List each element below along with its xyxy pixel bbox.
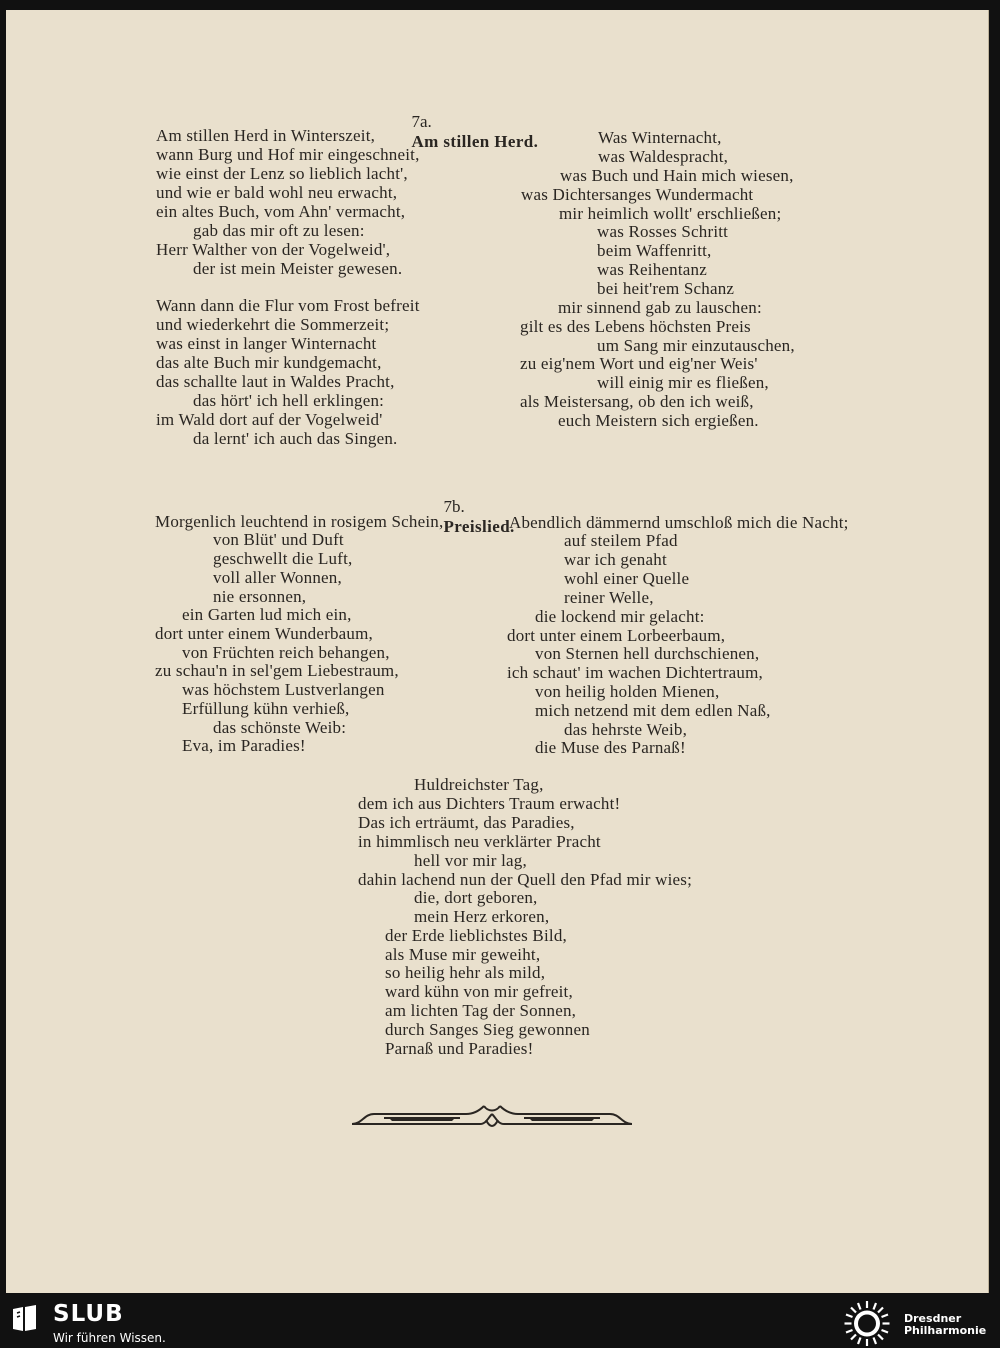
verse-line: so heilig hehr als mild, xyxy=(385,963,546,982)
verse-line: als Muse mir geweiht, xyxy=(385,945,541,964)
section-a-heading xyxy=(403,92,538,152)
verse-line: wie einst der Lenz so lieblich lacht', xyxy=(156,164,408,183)
verse-line: was einst in langer Winternacht xyxy=(156,334,377,353)
verse-line: reiner Welle, xyxy=(564,588,654,607)
verse-line: Abendlich dämmernd umschloß mich die Nacht; xyxy=(509,513,849,532)
verse-line: der Erde lieblichstes Bild, xyxy=(385,926,567,945)
verse-line: was Dichtersanges Wundermacht xyxy=(521,185,754,204)
verse-line: Huldreichster Tag, xyxy=(414,775,544,794)
verse-line: das schallte laut in Waldes Pracht, xyxy=(156,372,395,391)
verse-line: da lernt' ich auch das Singen. xyxy=(193,429,398,448)
section-a-title: Am stillen Herd. xyxy=(411,132,539,151)
verse-line: gab das mir oft zu lesen: xyxy=(193,221,365,240)
verse-line: Erfüllung kühn verhieß, xyxy=(182,699,350,718)
verse-line: Das ich erträumt, das Paradies, xyxy=(358,813,575,832)
verse-line: bei heit'rem Schanz xyxy=(597,279,735,298)
verse-line: will einig mir es fließen, xyxy=(597,373,769,392)
verse-line: Wann dann die Flur vom Frost befreit xyxy=(156,296,420,315)
partner-name-line1: Dresdner xyxy=(904,1312,962,1325)
verse-line: zu schau'n in sel'gem Liebestraum, xyxy=(155,661,399,680)
verse-line: was Buch und Hain mich wiesen, xyxy=(560,166,794,185)
section-b-number: 7b. xyxy=(443,497,465,516)
section-b-title: Preislied. xyxy=(443,517,515,536)
verse-line: in himmlisch neu verklärter Pracht xyxy=(358,832,601,851)
verse-line: ich schaut' im wachen Dichtertraum, xyxy=(507,663,763,682)
verse-line: Was Winternacht, xyxy=(598,128,722,147)
verse-line: die Muse des Parnaß! xyxy=(535,738,686,757)
verse-line: mir sinnend gab zu lauschen: xyxy=(558,298,762,317)
verse-line: das hört' ich hell erklingen: xyxy=(193,391,385,410)
verse-line: von Blüt' und Duft xyxy=(213,530,344,549)
library-tagline: Wir führen Wissen. xyxy=(53,1331,166,1345)
verse-line: Herr Walther von der Vogelweid', xyxy=(156,240,391,259)
verse-line: die, dort geboren, xyxy=(414,888,538,907)
library-name[interactable]: SLUB xyxy=(53,1301,124,1327)
verse-line: als Meistersang, ob den ich weiß, xyxy=(520,392,754,411)
verse-line: und wie er bald wohl neu erwacht, xyxy=(156,183,398,202)
verse-line: um Sang mir einzutauschen, xyxy=(597,336,795,355)
verse-line: dem ich aus Dichters Traum erwacht! xyxy=(358,794,621,813)
verse-line: was höchstem Lustverlangen xyxy=(182,680,385,699)
verse-line: dort unter einem Lorbeerbaum, xyxy=(507,626,726,645)
verse-line: was Rosses Schritt xyxy=(597,222,729,241)
verse-line: mir heimlich wollt' erschließen; xyxy=(559,204,782,223)
partner-name[interactable] xyxy=(904,1313,986,1337)
verse-line: von heilig holden Mienen, xyxy=(535,682,720,701)
slub-logo-icon xyxy=(11,1303,38,1333)
verse-line: wohl einer Quelle xyxy=(564,569,690,588)
verse-line: zu eig'nem Wort und eig'ner Weis' xyxy=(520,354,758,373)
verse-line: mich netzend mit dem edlen Naß, xyxy=(535,701,771,720)
verse-line: dahin lachend nun der Quell den Pfad mir wies; xyxy=(358,870,693,889)
verse-line: ward kühn von mir gefreit, xyxy=(385,982,573,1001)
verse-line: im Wald dort auf der Vogelweid' xyxy=(156,410,383,429)
verse-line: das alte Buch mir kundgemacht, xyxy=(156,353,382,372)
verse-line: was Waldespracht, xyxy=(598,147,729,166)
verse-line: Parnaß und Paradies! xyxy=(385,1039,534,1058)
verse-line: das hehrste Weib, xyxy=(564,720,688,739)
verse-line: am lichten Tag der Sonnen, xyxy=(385,1001,577,1020)
verse-line: gilt es des Lebens höchsten Preis xyxy=(520,317,751,336)
partner-name-line2: Philharmonie xyxy=(904,1324,987,1337)
verse-line: von Sternen hell durchschienen, xyxy=(535,644,760,663)
verse-line: Am stillen Herd in Winterszeit, xyxy=(156,126,376,145)
verse-line: der ist mein Meister gewesen. xyxy=(193,259,403,278)
verse-line: ein altes Buch, vom Ahn' vermacht, xyxy=(156,202,406,221)
verse-line: voll aller Wonnen, xyxy=(213,568,342,587)
verse-line: Eva, im Paradies! xyxy=(182,736,306,755)
verse-line: durch Sanges Sieg gewonnen xyxy=(385,1020,590,1039)
section-b-heading xyxy=(435,477,515,537)
verse-line: wann Burg und Hof mir eingeschneit, xyxy=(156,145,420,164)
verse-line: die lockend mir gelacht: xyxy=(535,607,705,626)
verse-line: auf steilem Pfad xyxy=(564,531,678,550)
verse-line: hell vor mir lag, xyxy=(414,851,527,870)
verse-line: nie ersonnen, xyxy=(213,587,307,606)
verse-line: beim Waffenritt, xyxy=(597,241,712,260)
verse-line: ein Garten lud mich ein, xyxy=(182,605,352,624)
verse-line: Morgenlich leuchtend in rosigem Schein, xyxy=(155,512,444,531)
verse-line: was Reihentanz xyxy=(597,260,707,279)
verse-line: von Früchten reich behangen, xyxy=(182,643,390,662)
verse-line: das schönste Weib: xyxy=(213,718,347,737)
verse-line: dort unter einem Wunderbaum, xyxy=(155,624,373,643)
section-a-number: 7a. xyxy=(411,112,432,131)
verse-line: und wiederkehrt die Sommerzeit; xyxy=(156,315,390,334)
decorative-ornament xyxy=(348,1100,636,1130)
philharmonie-logo-icon xyxy=(842,1299,892,1348)
verse-line: mein Herz erkoren, xyxy=(414,907,550,926)
verse-line: geschwellt die Luft, xyxy=(213,549,353,568)
verse-line: euch Meistern sich ergießen. xyxy=(558,411,759,430)
verse-line: war ich genaht xyxy=(564,550,667,569)
